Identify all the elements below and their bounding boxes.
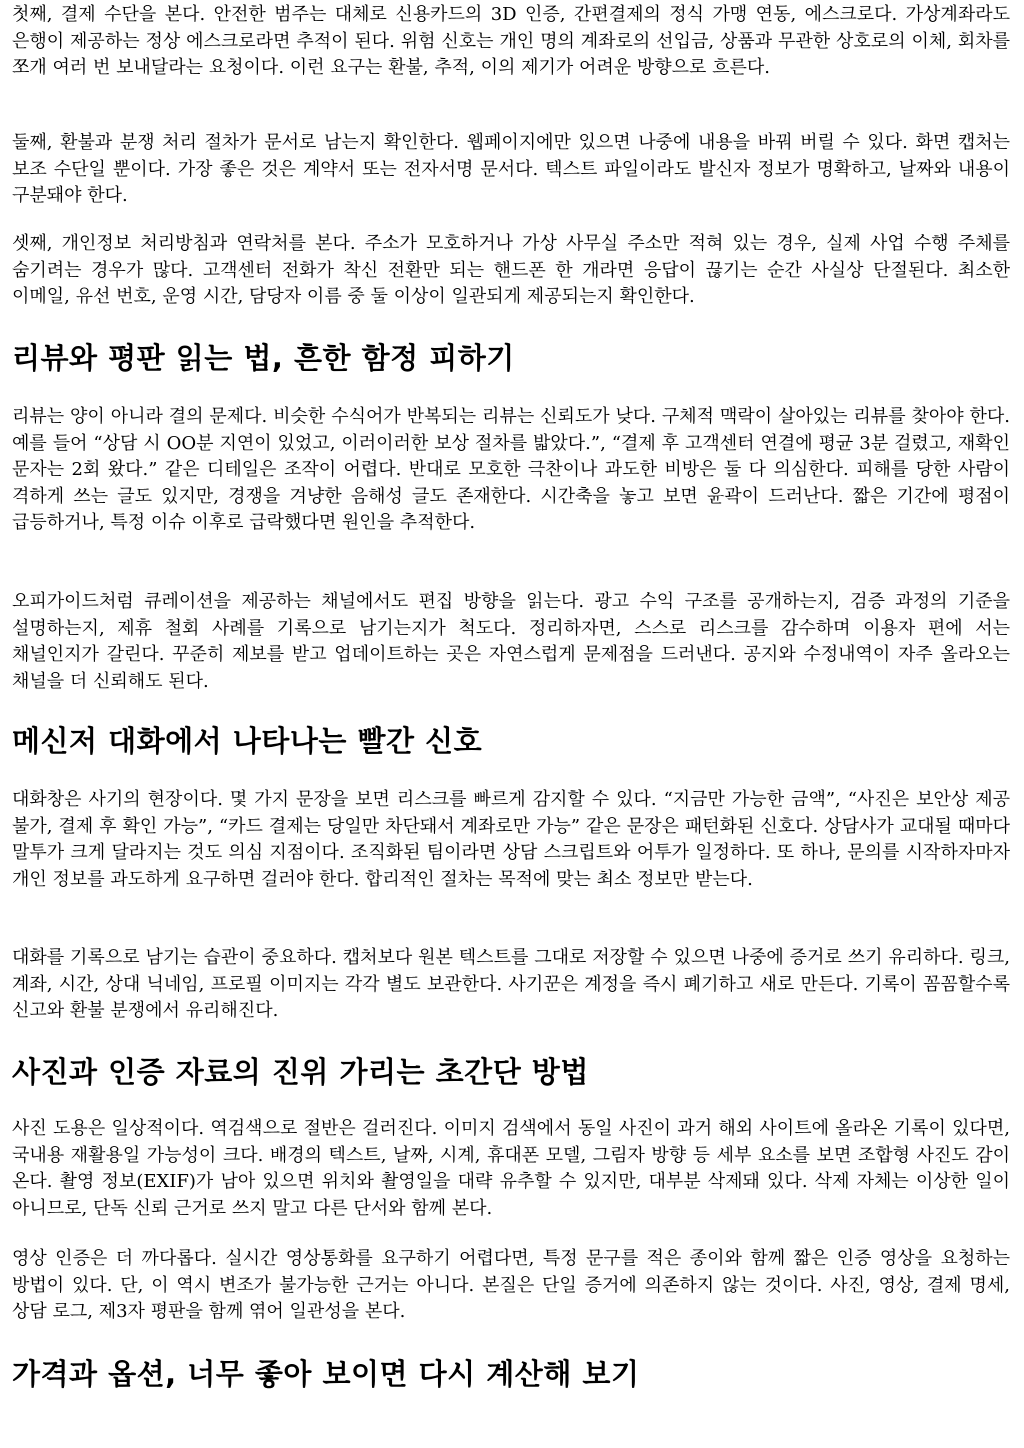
- paragraph-privacy-contact: 셋째, 개인정보 처리방침과 연락처를 본다. 주소가 모호하거나 가상 사무실 주소만 적혀 있는 경우, 실제 사업 수행 주체를 숨기려는 경우가 많다. 고객센터 전화가 착신 전환만 되는 핸드폰 한 개라면 응답이 끊기는 순간 사실상 단절된다. 최소한 이메일, 유선 번호, 운영 시간, 담당자 이름 중 둘 이상이 일관되게 제공되는지 확인한다.: [12, 233, 1010, 308]
- paragraph-messenger-signals: 대화창은 사기의 현장이다. 몇 가지 문장을 보면 리스크를 빠르게 감지할 수 있다. “지금만 가능한 금액”, “사진은 보안상 제공 불가, 결제 후 확인 가능”, “카드 결제는 당일만 차단돼서 계좌로만 가능” 같은 문장은 패턴화된 신호다. 상담사가 교대될 때마다 말투가 크게 달라지는 것도 의심 지점이다. 조직화된 팀이라면 상담 스크립트와 어투가 일정하다. 또 하나, 문의를 시작하자마자 개인 정보를 과도하게 요구하면 걸러야 한다. 합리적인 절차는 목적에 맞는 최소 정보만 받는다.: [12, 789, 1011, 890]
- section-heading-photos: 사진과 인증 자료의 진위 가리는 초간단 방법: [12, 1055, 589, 1089]
- paragraph-curation-channels: 오피가이드처럼 큐레이션을 제공하는 채널에서도 편집 방향을 읽는다. 광고 수익 구조를 공개하는지, 검증 과정의 기준을 설명하는지, 제휴 철회 사례를 기록으로 남기는지가 척도다. 정리하자면, 스스로 리스크를 감수하며 이용자 편에 서는 채널인지가 갈린다. 꾸준히 제보를 받고 업데이트하는 곳은 자연스럽게 문제점을 드러낸다. 공지와 수정내역이 자주 올라오는 채널을 더 신뢰해도 된다.: [12, 591, 1010, 692]
- paragraph-review-reading: 리뷰는 양이 아니라 결의 문제다. 비슷한 수식어가 반복되는 리뷰는 신뢰도가 낮다. 구체적 맥락이 살아있는 리뷰를 찾아야 한다. 예를 들어 “상담 시 OO분 지연이 있었고, 이러이러한 보상 절차를 밟았다.”, “결제 후 고객센터 연결에 평균 3분 걸렸고, 재확인 문자는 2회 왔다.” 같은 디테일은 조작이 어렵다. 반대로 모호한 극찬이나 과도한 비방은 둘 다 의심한다. 피해를 당한 사람이 격하게 쓰는 글도 있지만, 경쟁을 겨냥한 음해성 글도 존재한다. 시간축을 놓고 보면 윤곽이 드러난다. 짧은 기간에 평점이 급등하거나, 특정 이슈 이후로 급락했다면 원인을 추적한다.: [12, 406, 1010, 534]
- section-heading-reviews: 리뷰와 평판 읽는 법, 흔한 함정 피하기: [12, 341, 515, 375]
- paragraph-keep-records: 대화를 기록으로 남기는 습관이 중요하다. 캡처보다 원본 텍스트를 그대로 저장할 수 있으면 나중에 증거로 쓰기 유리하다. 링크, 계좌, 시간, 상대 닉네임, 프로필 이미지는 각각 별도 보관한다. 사기꾼은 계정을 즉시 폐기하고 새로 만든다. 기록이 꼼꼼할수록 신고와 환불 분쟁에서 유리해진다.: [12, 947, 1010, 1022]
- paragraph-refund-records: 둘째, 환불과 분쟁 처리 절차가 문서로 남는지 확인한다. 웹페이지에만 있으면 나중에 내용을 바꿔 버릴 수 있다. 화면 캡처는 보조 수단일 뿐이다. 가장 좋은 것은 계약서 또는 전자서명 문서다. 텍스트 파일이라도 발신자 정보가 명확하고, 날짜와 내용이 구분돼야 한다.: [12, 132, 1010, 207]
- paragraph-payment-methods: 첫째, 결제 수단을 본다. 안전한 범주는 대체로 신용카드의 3D 인증, 간편결제의 정식 가맹 연동, 에스크로다. 가상계좌라도 은행이 제공하는 정상 에스크로라면 추적이 된다. 위험 신호는 개인 명의 계좌로의 선입금, 상품과 무관한 상호로의 이체, 회차를 쪼개 여러 번 보내달라는 요청이다. 이런 요구는 환불, 추적, 이의 제기가 어려운 방향으로 흐른다.: [12, 4, 1010, 79]
- section-heading-messenger: 메신저 대화에서 나타나는 빨간 신호: [12, 724, 483, 758]
- paragraph-photo-verification: 사진 도용은 일상적이다. 역검색으로 절반은 걸러진다. 이미지 검색에서 동일 사진이 과거 해외 사이트에 올라온 기록이 있다면, 국내용 재활용일 가능성이 크다. 배경의 텍스트, 날짜, 시계, 휴대폰 모델, 그림자 방향 등 세부 요소를 보면 조합형 사진도 감이 온다. 촬영 정보(EXIF)가 남아 있으면 위치와 촬영일을 대략 유추할 수 있지만, 대부분 삭제돼 있다. 삭제 자체는 이상한 일이 아니므로, 단독 신뢰 근거로 쓰지 말고 다른 단서와 함께 본다.: [12, 1118, 1010, 1219]
- paragraph-video-verification: 영상 인증은 더 까다롭다. 실시간 영상통화를 요구하기 어렵다면, 특정 문구를 적은 종이와 함께 짧은 인증 영상을 요청하는 방법이 있다. 단, 이 역시 변조가 불가능한 근거는 아니다. 본질은 단일 증거에 의존하지 않는 것이다. 사진, 영상, 결제 명세, 상담 로그, 제3자 평판을 함께 엮어 일관성을 본다.: [12, 1248, 1010, 1323]
- section-heading-price: 가격과 옵션, 너무 좋아 보이면 다시 계산해 보기: [12, 1357, 640, 1391]
